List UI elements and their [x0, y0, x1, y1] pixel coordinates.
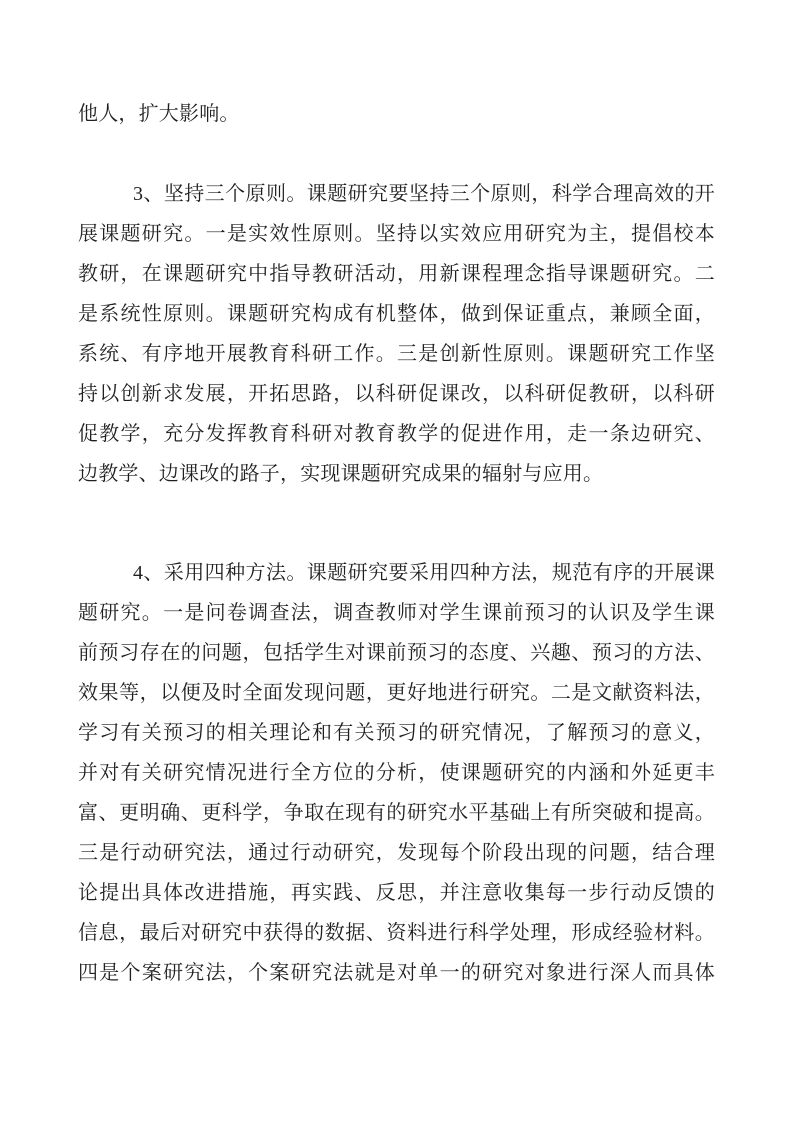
- paragraph-1: [78, 94, 715, 134]
- text-line: 前预习存在的问题，包括学生对课前预习的态度、兴趣、预习的方法、: [78, 642, 715, 664]
- text-line: 促教学，充分发挥教育科研对教育教学的促进作用，走一条边研究、: [78, 423, 715, 445]
- text-line: 题研究。一是问卷调查法，调查教师对学生课前预习的认识及学生课: [78, 602, 715, 624]
- text-line: 边教学、边课改的路子，实现课题研究成果的辐射与应用。: [78, 463, 604, 485]
- paragraph-3: [78, 553, 715, 993]
- text-line: 教研，在课题研究中指导教研活动，用新课程理念指导课题研究。二: [78, 263, 715, 285]
- text-line: 他人，扩大影响。: [78, 103, 240, 125]
- text-line: 是系统性原则。课题研究构成有机整体，做到保证重点，兼顾全面，: [78, 303, 715, 325]
- paragraph-2: [78, 174, 715, 494]
- text-line: 效果等，以便及时全面发现问题，更好地进行研究。二是文献资料法，: [78, 682, 715, 704]
- text-line: 并对有关研究情况进行全方位的分析，使课题研究的内涵和外延更丰: [78, 762, 715, 784]
- text-line: 论提出具体改进措施，再实践、反思，并注意收集每一步行动反馈的: [78, 882, 715, 904]
- text-line: 学习有关预习的相关理论和有关预习的研究情况，了解预习的意义，: [78, 722, 715, 744]
- text-line: 系统、有序地开展教育科研工作。三是创新性原则。课题研究工作坚: [78, 343, 715, 365]
- text-line: 持以创新求发展，开拓思路，以科研促课改，以科研促教研，以科研: [78, 383, 715, 405]
- text-line: 四是个案研究法，个案研究法就是对单一的研究对象进行深人而具体: [78, 962, 715, 984]
- text-line: 3、坚持三个原则。课题研究要坚持三个原则，科学合理高效的开: [133, 183, 715, 205]
- text-line: 富、更明确、更科学，争取在现有的研究水平基础上有所突破和提高。: [78, 802, 715, 824]
- text-line: 展课题研究。一是实效性原则。坚持以实效应用研究为主，提倡校本: [78, 223, 715, 245]
- text-line: 信息，最后对研究中获得的数据、资料进行科学处理，形成经验材料。: [78, 922, 715, 944]
- text-line: 4、采用四种方法。课题研究要采用四种方法，规范有序的开展课: [133, 562, 715, 584]
- text-line: 三是行动研究法，通过行动研究，发现每个阶段出现的问题，结合理: [78, 842, 715, 864]
